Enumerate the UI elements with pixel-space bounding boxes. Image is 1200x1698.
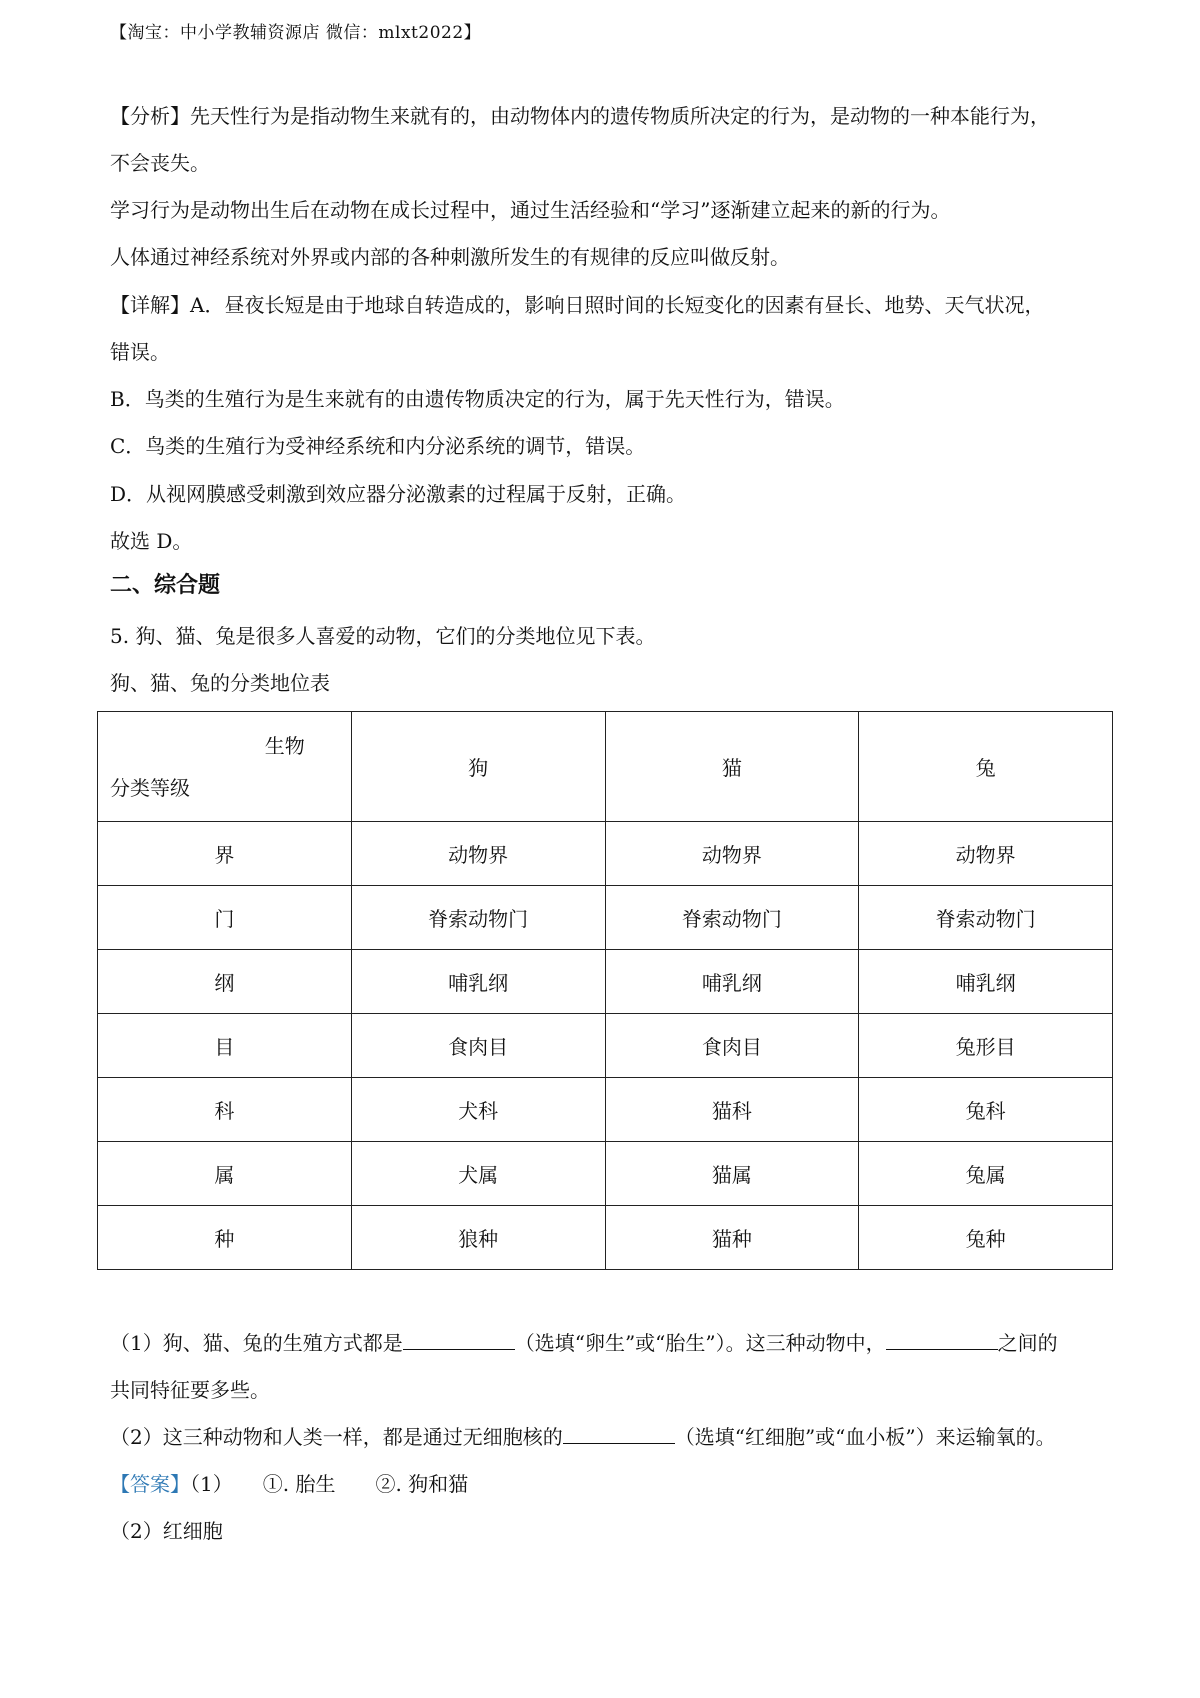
column-header: 狗	[351, 712, 605, 822]
detail-choose: 故选 D。	[110, 529, 193, 553]
table-cell: 动物界	[859, 822, 1113, 886]
answer-line-1	[110, 1461, 1100, 1508]
table-title: 狗、猫、兔的分类地位表	[110, 671, 330, 695]
q2-text-b: （选填“红细胞”或“血小板”）来运输氧的。	[674, 1425, 1056, 1449]
table-cell: 犬属	[351, 1142, 605, 1206]
table-cell: 食肉目	[605, 1014, 859, 1078]
page-header: 【淘宝：中小学教辅资源店 微信：mlxt2022】	[110, 23, 482, 43]
answer-blank[interactable]	[563, 1442, 675, 1444]
table-cell: 兔形目	[859, 1014, 1113, 1078]
table-row	[98, 822, 1113, 886]
detail-option-b: B．鸟类的生殖行为是生来就有的由遗传物质决定的行为，属于先天性行为，错误。	[110, 387, 845, 411]
answer-line-2: （2）红细胞	[110, 1519, 223, 1543]
taxonomy-table	[97, 711, 1113, 1270]
rank-cell: 界	[98, 822, 352, 886]
corner-label-rank: 分类等级	[110, 776, 190, 800]
table-row	[98, 1078, 1113, 1142]
table-cell: 猫属	[605, 1142, 859, 1206]
column-header: 猫	[605, 712, 859, 822]
q1-text-c: 之间的	[997, 1331, 1058, 1355]
detail-option-d: D．从视网膜感受刺激到效应器分泌激素的过程属于反射，正确。	[110, 482, 687, 506]
table-row	[98, 1142, 1113, 1206]
rank-cell: 纲	[98, 950, 352, 1014]
q1-text-a: （1）狗、猫、兔的生殖方式都是	[110, 1331, 403, 1355]
table-cell: 哺乳纲	[605, 950, 859, 1014]
table-row	[98, 1014, 1113, 1078]
table-cell: 哺乳纲	[351, 950, 605, 1014]
answer-tag: 【答案】	[110, 1472, 190, 1496]
table-row	[98, 950, 1113, 1014]
column-header: 兔	[859, 712, 1113, 822]
corner-label-organism: 生物	[264, 734, 305, 758]
question-stem: 5. 狗、猫、兔是很多人喜爱的动物，它们的分类地位见下表。	[110, 624, 656, 648]
table-cell: 兔科	[859, 1078, 1113, 1142]
q2-text-a: （2）这三种动物和人类一样，都是通过无细胞核的	[110, 1425, 563, 1449]
sub-question-1-line-2: 共同特征要多些。	[110, 1378, 270, 1402]
section-title: 二、综合题	[110, 573, 221, 598]
analysis-line-4: 人体通过神经系统对外界或内部的各种刺激所发生的有规律的反应叫做反射。	[110, 245, 790, 269]
answer-blank[interactable]	[886, 1348, 998, 1350]
sub-question-2	[110, 1414, 1100, 1461]
table-cell: 狼种	[351, 1206, 605, 1270]
q1-text-b: （选填“卵生”或“胎生”）。这三种动物中，	[514, 1331, 886, 1355]
rank-cell: 属	[98, 1142, 352, 1206]
table-cell: 猫种	[605, 1206, 859, 1270]
rank-cell: 目	[98, 1014, 352, 1078]
sub-question-1	[110, 1320, 1100, 1367]
detail-option-c: C．鸟类的生殖行为受神经系统和内分泌系统的调节，错误。	[110, 434, 646, 458]
table-cell: 哺乳纲	[859, 950, 1113, 1014]
table-row	[98, 886, 1113, 950]
table-cell: 猫科	[605, 1078, 859, 1142]
rank-cell: 科	[98, 1078, 352, 1142]
table-cell: 脊索动物门	[859, 886, 1113, 950]
table-cell: 兔属	[859, 1142, 1113, 1206]
table-corner-cell	[98, 712, 352, 822]
rank-cell: 门	[98, 886, 352, 950]
detail-line-1: 【详解】A．昼夜长短是由于地球自转造成的，影响日照时间的长短变化的因素有昼长、地势、天气状况，	[110, 293, 1045, 317]
answer-text-1: （1） ①. 胎生 ②. 狗和猫	[190, 1472, 469, 1496]
rank-cell: 种	[98, 1206, 352, 1270]
analysis-line-3: 学习行为是动物出生后在动物在成长过程中，通过生活经验和“学习”逐渐建立起来的新的行为。	[110, 198, 951, 222]
table-cell: 脊索动物门	[351, 886, 605, 950]
table-cell: 食肉目	[351, 1014, 605, 1078]
table-cell: 动物界	[351, 822, 605, 886]
table-cell: 犬科	[351, 1078, 605, 1142]
table-cell: 脊索动物门	[605, 886, 859, 950]
analysis-line-1: 【分析】先天性行为是指动物生来就有的，由动物体内的遗传物质所决定的行为，是动物的一种本能行为，	[110, 104, 1050, 128]
table-cell: 兔种	[859, 1206, 1113, 1270]
analysis-line-2: 不会丧失。	[110, 151, 210, 175]
table-header-row	[98, 712, 1113, 822]
table-cell: 动物界	[605, 822, 859, 886]
table-row	[98, 1206, 1113, 1270]
detail-line-2: 错误。	[110, 340, 170, 364]
answer-blank[interactable]	[403, 1348, 515, 1350]
